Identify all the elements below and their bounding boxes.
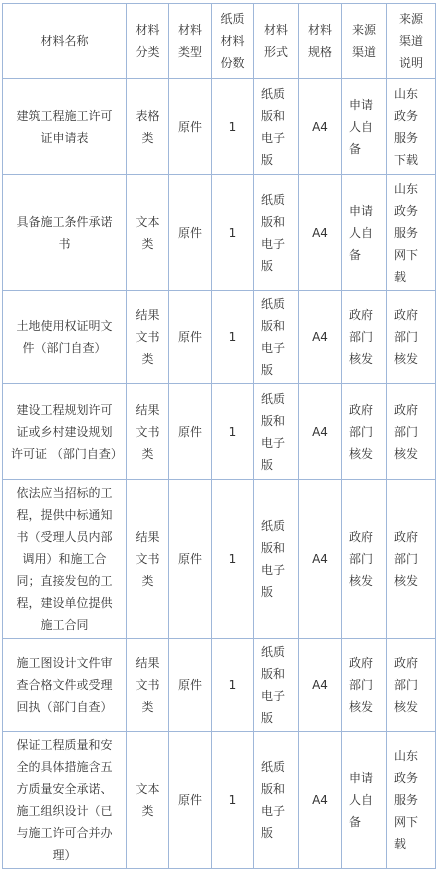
table-row <box>3 732 436 869</box>
cell-source: 政府部门核发 <box>342 480 387 639</box>
cell-source: 申请人自备 <box>342 175 387 291</box>
cell-spec: A4 <box>299 639 342 732</box>
cell-spec: A4 <box>299 732 342 869</box>
cell-material-name: 建设工程规划许可证或乡村建设规划许可证 （部门自查） <box>3 384 127 480</box>
cell-spec: A4 <box>299 480 342 639</box>
cell-copies: 1 <box>212 639 254 732</box>
materials-table <box>2 3 436 869</box>
cell-spec: A4 <box>299 175 342 291</box>
cell-type: 原件 <box>169 639 212 732</box>
cell-source: 政府部门核发 <box>342 639 387 732</box>
cell-material-name: 保证工程质量和安全的具体措施含五方质量安全承诺、施工组织设计（已与施工许可合并办理） <box>3 732 127 869</box>
cell-source: 申请人自备 <box>342 79 387 175</box>
cell-form: 纸质版和电子版 <box>254 291 299 384</box>
header-material-type: 材料类型 <box>169 4 212 79</box>
cell-category: 结果文书类 <box>127 384 169 480</box>
cell-type: 原件 <box>169 732 212 869</box>
cell-type: 原件 <box>169 79 212 175</box>
cell-copies: 1 <box>212 384 254 480</box>
cell-source-note: 政府部门核发 <box>387 291 436 384</box>
cell-material-name: 土地使用权证明文件（部门自查） <box>3 291 127 384</box>
cell-category: 文本类 <box>127 175 169 291</box>
header-source-channel: 来源渠道 <box>342 4 387 79</box>
cell-source-note: 政府部门核发 <box>387 480 436 639</box>
cell-material-name: 建筑工程施工许可证申请表 <box>3 79 127 175</box>
cell-form: 纸质版和电子版 <box>254 79 299 175</box>
cell-copies: 1 <box>212 175 254 291</box>
cell-source-note: 山东政务服务下载 <box>387 79 436 175</box>
table-row <box>3 384 436 480</box>
cell-source: 政府部门核发 <box>342 291 387 384</box>
cell-category: 文本类 <box>127 732 169 869</box>
cell-source-note: 政府部门核发 <box>387 639 436 732</box>
table-row <box>3 175 436 291</box>
cell-form: 纸质版和电子版 <box>254 480 299 639</box>
header-source-note: 来源渠道说明 <box>387 4 436 79</box>
cell-form: 纸质版和电子版 <box>254 384 299 480</box>
cell-material-name: 具备施工条件承诺书 <box>3 175 127 291</box>
cell-spec: A4 <box>299 79 342 175</box>
cell-form: 纸质版和电子版 <box>254 639 299 732</box>
cell-form: 纸质版和电子版 <box>254 175 299 291</box>
cell-category: 表格类 <box>127 79 169 175</box>
cell-type: 原件 <box>169 384 212 480</box>
header-paper-copies: 纸质材料份数 <box>212 4 254 79</box>
cell-type: 原件 <box>169 291 212 384</box>
cell-source-note: 政府部门核发 <box>387 384 436 480</box>
cell-source-note: 山东政务服务网下载 <box>387 175 436 291</box>
table-header-row <box>3 4 436 79</box>
cell-category: 结果文书类 <box>127 291 169 384</box>
cell-spec: A4 <box>299 384 342 480</box>
cell-copies: 1 <box>212 79 254 175</box>
cell-copies: 1 <box>212 732 254 869</box>
cell-form: 纸质版和电子版 <box>254 732 299 869</box>
cell-category: 结果文书类 <box>127 480 169 639</box>
header-material-form: 材料形式 <box>254 4 299 79</box>
cell-material-name: 施工图设计文件审查合格文件或受理回执（部门自查） <box>3 639 127 732</box>
cell-material-name: 依法应当招标的工程，提供中标通知书（受理人员内部调用）和施工合同；直接发包的工程，建设单位提供施工合同 <box>3 480 127 639</box>
table-row <box>3 639 436 732</box>
cell-category: 结果文书类 <box>127 639 169 732</box>
cell-type: 原件 <box>169 480 212 639</box>
header-material-spec: 材料规格 <box>299 4 342 79</box>
cell-copies: 1 <box>212 480 254 639</box>
table-row <box>3 480 436 639</box>
header-material-name: 材料名称 <box>3 4 127 79</box>
header-material-category: 材料分类 <box>127 4 169 79</box>
cell-copies: 1 <box>212 291 254 384</box>
cell-source: 政府部门核发 <box>342 384 387 480</box>
cell-type: 原件 <box>169 175 212 291</box>
cell-source: 申请人自备 <box>342 732 387 869</box>
cell-spec: A4 <box>299 291 342 384</box>
table-row <box>3 291 436 384</box>
cell-source-note: 山东政务服务网下载 <box>387 732 436 869</box>
table-row <box>3 79 436 175</box>
